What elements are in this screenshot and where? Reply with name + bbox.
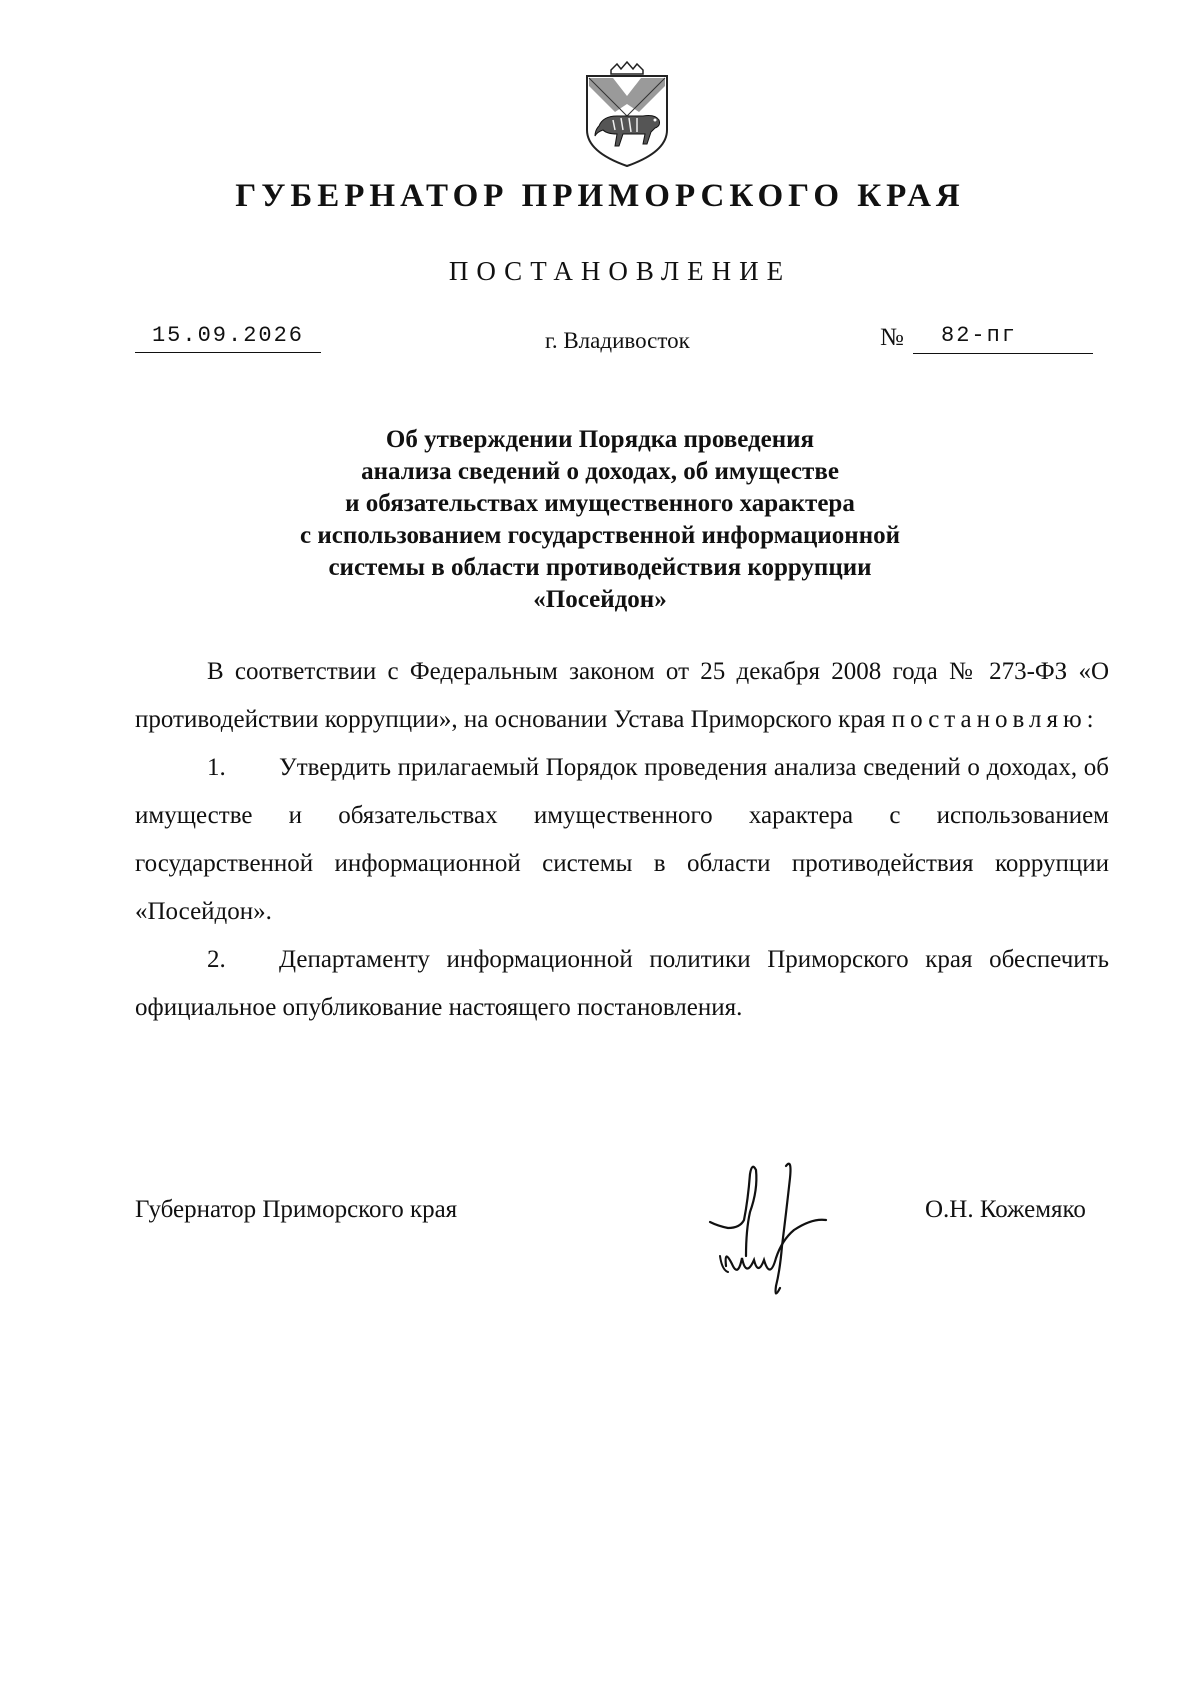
- item-number: 2.: [207, 946, 226, 973]
- document-number: 82-пг: [913, 322, 1093, 354]
- intro-paragraph: [135, 648, 1109, 744]
- title-line: и обязательствах имущественного характера: [345, 490, 855, 517]
- title-line: «Посейдон»: [533, 586, 667, 613]
- document-type: ПОСТАНОВЛЕНИЕ: [448, 256, 792, 286]
- signatory-position: Губернатор Приморского края: [135, 1196, 458, 1223]
- number-sign: №: [880, 324, 904, 351]
- signatory-name: О.Н. Кожемяко: [925, 1196, 1086, 1223]
- item-text: Утвердить прилагаемый Порядок проведения анализа сведений о доходах, об имуществе и обязательствах имущественного характера с использованием государственной информационной системы в области противодействия коррупции «Посейдон».: [135, 754, 1109, 925]
- signature-icon: [700, 1160, 860, 1330]
- decree-word: постановляю:: [891, 706, 1099, 733]
- document-city: г. Владивосток: [545, 328, 690, 353]
- issuer-heading: ГУБЕРНАТОР ПРИМОРСКОГО КРАЯ: [235, 178, 965, 214]
- title-line: Об утверждении Порядка проведения: [385, 426, 815, 453]
- document-body: [135, 648, 1109, 1032]
- intro-text: В соответствии с Федеральным законом от 25 декабря 2008 года № 273-ФЗ «О противодействии коррупции», на основании Устава Приморского края: [135, 658, 1109, 733]
- list-item: [135, 936, 1109, 1032]
- title-line: с использованием государственной информационной: [299, 522, 901, 549]
- title-line: анализа сведений о доходах, об имуществе: [361, 458, 839, 485]
- item-text: Департаменту информационной политики Приморского края обеспечить официальное опубликование настоящего постановления.: [135, 946, 1109, 1021]
- coat-of-arms-icon: [573, 60, 681, 170]
- document-title: [0, 424, 1200, 616]
- list-item: [135, 744, 1109, 936]
- title-line: системы в области противодействия коррупции: [328, 554, 872, 581]
- item-number: 1.: [207, 754, 226, 781]
- document-date: 15.09.2026: [135, 322, 321, 353]
